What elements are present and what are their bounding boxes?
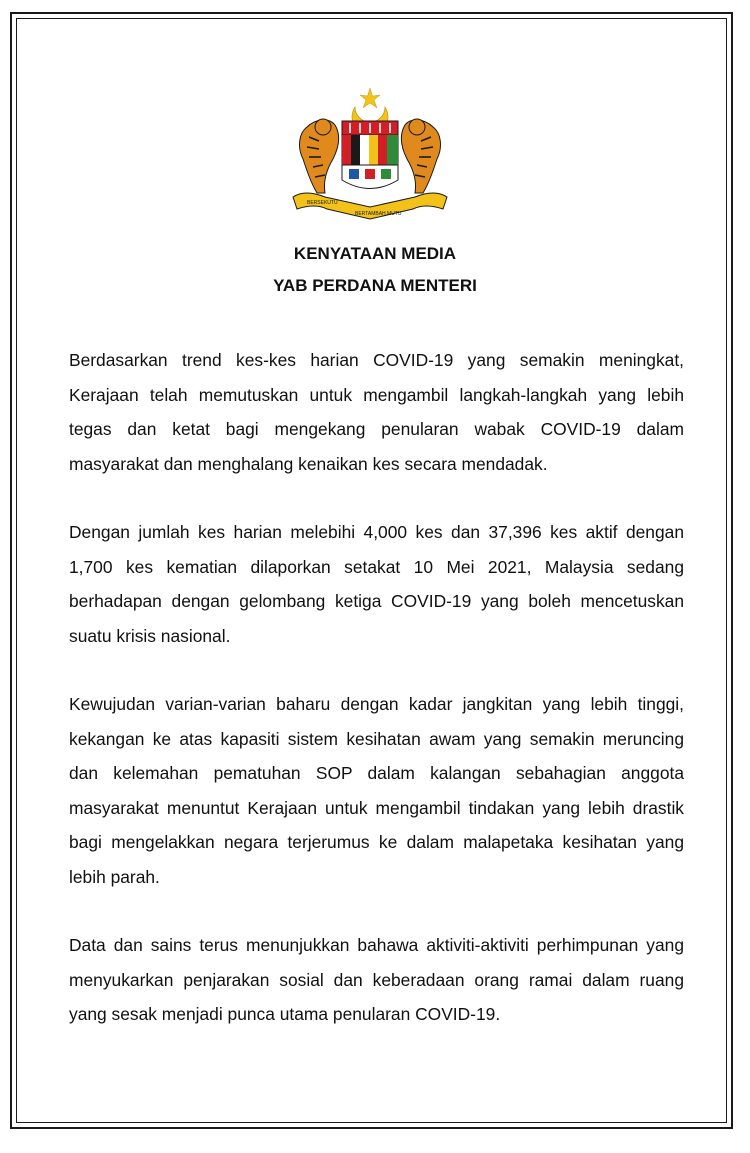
title-block bbox=[0, 238, 750, 302]
statement-body bbox=[69, 343, 684, 1066]
paragraph-4: Data dan sains terus menunjukkan bahawa aktiviti-aktiviti perhimpunan yang menyukarkan penjarakan sosial dan keberadaan orang ramai dalam ruang yang sesak menjadi punca utama penularan COVID-19. bbox=[69, 935, 684, 1024]
paragraph-3: Kewujudan varian-varian baharu dengan kadar jangkitan yang lebih tinggi, kekangan ke atas kapasiti sistem kesihatan awam yang semakin meruncing dan kelemahan pematuhan SOP dalam kalangan sebahagian anggota masyarakat menuntut Kerajaan untuk mengambil tindakan yang lebih drastik bagi mengelakkan negara terjerumus ke dalam malapetaka kesihatan yang lebih parah. bbox=[69, 694, 684, 887]
page-title: KENYATAAN MEDIA bbox=[293, 244, 457, 263]
motto-left: BERSEKUTU bbox=[307, 200, 338, 206]
motto-right: BERTAMBAH MUTU bbox=[355, 211, 402, 217]
page-subtitle: YAB PERDANA MENTERI bbox=[273, 276, 477, 295]
paragraph-1: Berdasarkan trend kes-kes harian COVID-19 yang semakin meningkat, Kerajaan telah memutuskan untuk mengambil langkah-langkah yang lebih tegas dan ketat bagi mengekang penularan wabak COVID-19 dalam masyarakat dan menghalang kenaikan kes secara mendadak. bbox=[69, 350, 684, 474]
malaysia-coat-of-arms-icon bbox=[285, 85, 455, 225]
paragraph-2: Dengan jumlah kes harian melebihi 4,000 kes dan 37,396 kes aktif dengan 1,700 kes kematian dilaporkan setakat 10 Mei 2021, Malaysia sedang berhadapan dengan gelombang ketiga COVID-19 yang boleh mencetuskan suatu krisis nasional. bbox=[69, 522, 684, 646]
